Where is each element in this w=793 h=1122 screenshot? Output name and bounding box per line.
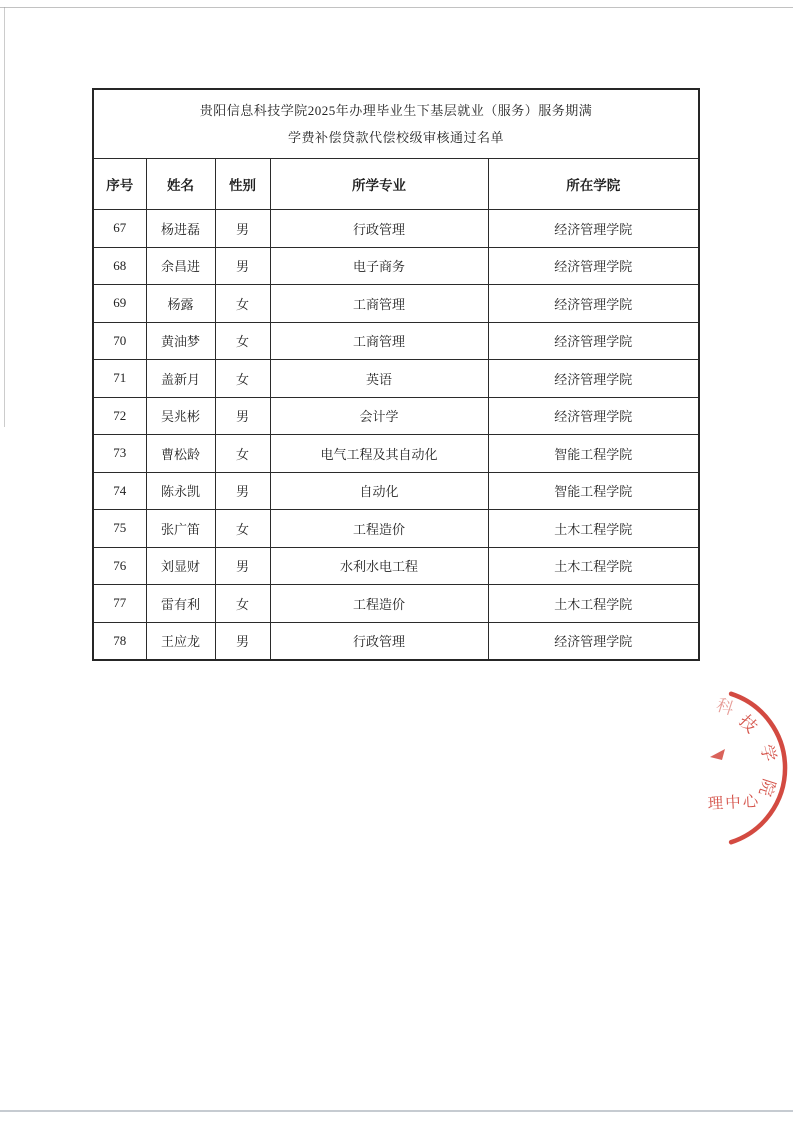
stamp-arc-char: 院 bbox=[755, 776, 779, 799]
cell-name: 黄油梦 bbox=[146, 322, 215, 360]
cell-index: 77 bbox=[93, 585, 146, 623]
title-row bbox=[93, 89, 699, 159]
cell-index: 78 bbox=[93, 622, 146, 660]
cell-major: 英语 bbox=[270, 360, 488, 398]
cell-name: 刘显财 bbox=[146, 547, 215, 585]
cell-gender: 女 bbox=[215, 585, 270, 623]
table-row bbox=[93, 585, 699, 623]
approval-list-table bbox=[92, 88, 700, 661]
cell-name: 杨露 bbox=[146, 285, 215, 323]
cell-college: 经济管理学院 bbox=[488, 285, 699, 323]
stamp-circle-arc bbox=[731, 694, 785, 842]
stamp-arc-char: 学 bbox=[756, 742, 780, 764]
cell-name: 杨进磊 bbox=[146, 210, 215, 248]
stamp-arc-char: 科 bbox=[713, 695, 737, 719]
cell-major: 工程造价 bbox=[270, 585, 488, 623]
document-title bbox=[93, 89, 699, 159]
col-header-name: 姓名 bbox=[146, 159, 215, 210]
scan-edge-top bbox=[0, 7, 793, 8]
cell-college: 经济管理学院 bbox=[488, 622, 699, 660]
cell-index: 72 bbox=[93, 397, 146, 435]
cell-gender: 女 bbox=[215, 360, 270, 398]
cell-name: 吴兆彬 bbox=[146, 397, 215, 435]
cell-college: 经济管理学院 bbox=[488, 210, 699, 248]
cell-index: 70 bbox=[93, 322, 146, 360]
cell-major: 自动化 bbox=[270, 472, 488, 510]
cell-index: 73 bbox=[93, 435, 146, 473]
cell-college: 经济管理学院 bbox=[488, 360, 699, 398]
col-header-college: 所在学院 bbox=[488, 159, 699, 210]
cell-college: 经济管理学院 bbox=[488, 397, 699, 435]
cell-college: 土木工程学院 bbox=[488, 547, 699, 585]
cell-index: 69 bbox=[93, 285, 146, 323]
col-header-major: 所学专业 bbox=[270, 159, 488, 210]
stamp-center-text: 理中心 bbox=[707, 793, 761, 813]
red-official-stamp bbox=[680, 660, 793, 860]
cell-gender: 女 bbox=[215, 510, 270, 548]
cell-major: 行政管理 bbox=[270, 622, 488, 660]
cell-major: 电气工程及其自动化 bbox=[270, 435, 488, 473]
col-header-index: 序号 bbox=[93, 159, 146, 210]
cell-name: 盖新月 bbox=[146, 360, 215, 398]
table-row bbox=[93, 322, 699, 360]
cell-college: 经济管理学院 bbox=[488, 322, 699, 360]
cell-major: 会计学 bbox=[270, 397, 488, 435]
table-row bbox=[93, 210, 699, 248]
cell-gender: 男 bbox=[215, 397, 270, 435]
table-row bbox=[93, 547, 699, 585]
scan-edge-left bbox=[4, 7, 5, 427]
cell-index: 75 bbox=[93, 510, 146, 548]
table-row bbox=[93, 247, 699, 285]
cell-major: 电子商务 bbox=[270, 247, 488, 285]
cell-index: 71 bbox=[93, 360, 146, 398]
cell-college: 智能工程学院 bbox=[488, 435, 699, 473]
table-header-row bbox=[93, 159, 699, 210]
cell-index: 67 bbox=[93, 210, 146, 248]
col-header-gender: 性别 bbox=[215, 159, 270, 210]
cell-name: 张广笛 bbox=[146, 510, 215, 548]
cell-index: 74 bbox=[93, 472, 146, 510]
title-line-2: 学费补偿贷款代偿校级审核通过名单 bbox=[288, 130, 505, 145]
cell-name: 陈永凯 bbox=[146, 472, 215, 510]
table-row bbox=[93, 360, 699, 398]
cell-major: 工商管理 bbox=[270, 285, 488, 323]
table-row bbox=[93, 622, 699, 660]
title-line-1: 贵阳信息科技学院2025年办理毕业生下基层就业（服务）服务期满 bbox=[199, 103, 593, 118]
table-row bbox=[93, 397, 699, 435]
cell-college: 土木工程学院 bbox=[488, 585, 699, 623]
cell-major: 行政管理 bbox=[270, 210, 488, 248]
cell-gender: 男 bbox=[215, 622, 270, 660]
table-row bbox=[93, 435, 699, 473]
cell-name: 雷有利 bbox=[146, 585, 215, 623]
cell-college: 智能工程学院 bbox=[488, 472, 699, 510]
cell-gender: 女 bbox=[215, 322, 270, 360]
table-row bbox=[93, 285, 699, 323]
cell-gender: 女 bbox=[215, 285, 270, 323]
cell-gender: 男 bbox=[215, 472, 270, 510]
cell-gender: 男 bbox=[215, 547, 270, 585]
cell-name: 余昌进 bbox=[146, 247, 215, 285]
cell-college: 经济管理学院 bbox=[488, 247, 699, 285]
cell-gender: 男 bbox=[215, 210, 270, 248]
table-row bbox=[93, 472, 699, 510]
cell-gender: 男 bbox=[215, 247, 270, 285]
cell-major: 工程造价 bbox=[270, 510, 488, 548]
stamp-arc-char: 技 bbox=[735, 711, 761, 737]
scan-edge-bottom bbox=[0, 1110, 793, 1112]
cell-index: 76 bbox=[93, 547, 146, 585]
cell-major: 工商管理 bbox=[270, 322, 488, 360]
stamp-star-fragment bbox=[710, 749, 725, 760]
cell-gender: 女 bbox=[215, 435, 270, 473]
cell-major: 水利水电工程 bbox=[270, 547, 488, 585]
table-row bbox=[93, 510, 699, 548]
cell-name: 王应龙 bbox=[146, 622, 215, 660]
cell-college: 土木工程学院 bbox=[488, 510, 699, 548]
cell-index: 68 bbox=[93, 247, 146, 285]
cell-name: 曹松龄 bbox=[146, 435, 215, 473]
